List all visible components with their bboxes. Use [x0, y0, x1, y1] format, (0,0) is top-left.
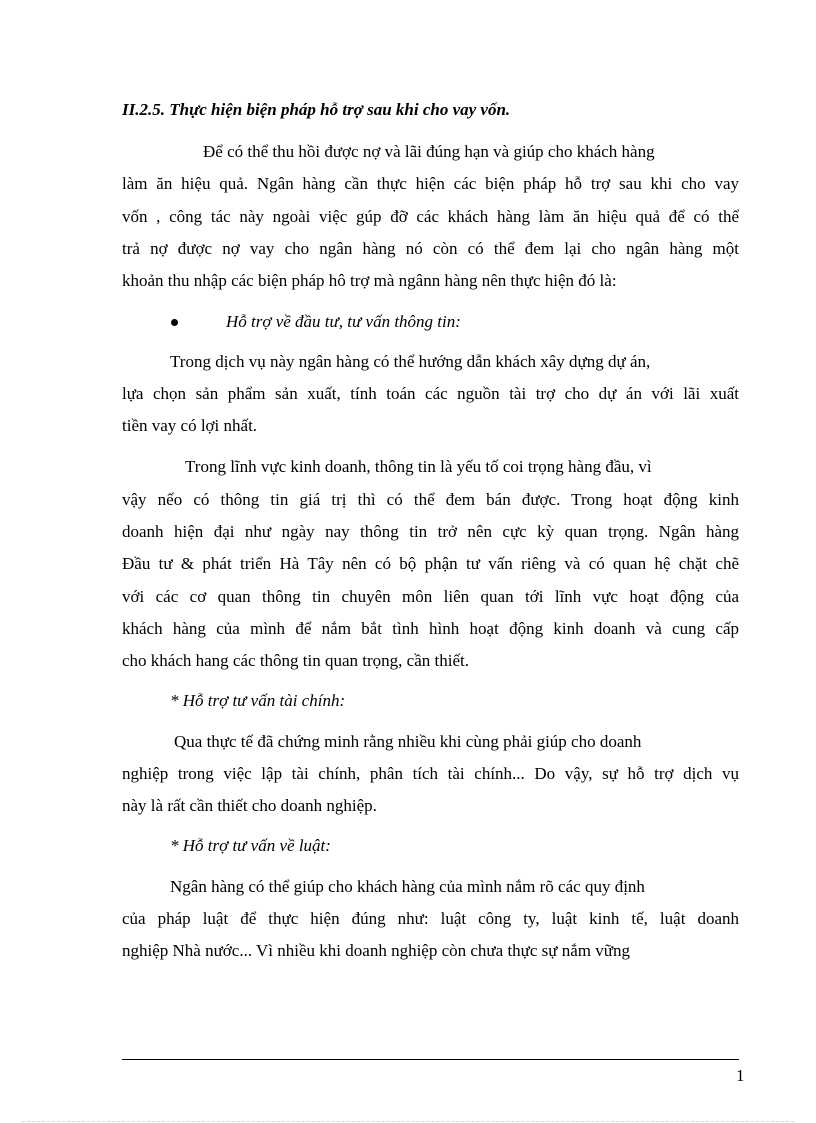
paragraph-line: khách hàng của mình để nắm bắt tình hình hoạt động kinh doanh và cung cấp — [122, 619, 739, 638]
paragraph-line: vậy nếo có thông tin giá trị thì có thể đem bán được. Trong hoạt động kinh — [122, 490, 739, 509]
paragraph-line: Ngân hàng có thể giúp cho khách hàng của mình nắm rõ các quy định — [170, 877, 645, 896]
paragraph-line: lựa chọn sản phẩm sản xuất, tính toán các nguồn tài trợ cho dự án với lãi xuất — [122, 384, 739, 403]
paragraph-line: doanh hiện đại như ngày nay thông tin trở nên cực kỳ quan trọng. Ngân hàng — [122, 522, 739, 541]
paragraph-line: nghiệp trong việc lập tài chính, phân tích tài chính... Do vậy, sự hỗ trợ dịch vụ — [122, 764, 739, 783]
paragraph-line: Để có thể thu hồi được nợ và lãi đúng hạn và giúp cho khách hàng — [203, 142, 655, 161]
paragraph-line: làm ăn hiệu quả. Ngân hàng cần thực hiện các biện pháp hỗ trợ sau khi cho vay — [122, 174, 739, 193]
bullet-icon — [171, 319, 178, 326]
paragraph-line: Qua thực tế đã chứng minh rằng nhiều khi cùng phải giúp cho doanh — [174, 732, 642, 751]
section-heading: II.2.5. Thực hiện biện pháp hỗ trợ sau khi cho vay vốn. — [122, 100, 511, 119]
paragraph-line: tiền vay có lợi nhất. — [122, 416, 258, 435]
paragraph-line: này là rất cần thiết cho doanh nghiệp. — [122, 796, 377, 815]
paragraph-line: Trong dịch vụ này ngân hàng có thể hướng dẫn khách xây dựng dự án, — [170, 352, 651, 371]
paragraph-line: Đầu tư & phát triển Hà Tây nên có bộ phận tư vấn riêng và có quan hệ chặt chẽ — [122, 554, 739, 573]
subheading-law: * Hỗ trợ tư vấn về luật: — [170, 836, 331, 855]
paragraph-line: cho khách hang các thông tin quan trọng, cần thiết. — [122, 651, 469, 670]
paragraph-line: của pháp luật để thực hiện đúng như: luật công ty, luật kinh tế, luật doanh — [122, 909, 739, 928]
paragraph-line: Trong lĩnh vực kinh doanh, thông tin là yếu tố coi trọng hàng đầu, vì — [185, 457, 652, 476]
footer-rule — [122, 1059, 739, 1060]
paragraph-line: vốn , công tác này ngoài việc gúp đỡ các khách hàng làm ăn hiệu quả để có thể — [122, 207, 739, 226]
page-number: 1 — [736, 1066, 745, 1085]
paragraph-line: khoản thu nhập các biện pháp hô trợ mà ngânn hàng nên thực hiện đó là: — [122, 271, 617, 290]
bullet-heading: Hỗ trợ về đầu tư, tư vấn thông tin: — [226, 312, 461, 331]
subheading-finance: * Hỗ trợ tư vấn tài chính: — [170, 691, 346, 710]
paragraph-line: nghiệp Nhà nước... Vì nhiều khi doanh nghiệp còn chưa thực sự nắm vững — [122, 941, 630, 960]
paragraph-line: trả nợ được nợ vay cho ngân hàng nó còn có thể đem lại cho ngân hàng một — [122, 239, 739, 258]
page-break-line — [22, 1121, 794, 1122]
paragraph-line: với các cơ quan thông tin chuyên môn liên quan tới lĩnh vực hoạt động của — [122, 587, 739, 606]
